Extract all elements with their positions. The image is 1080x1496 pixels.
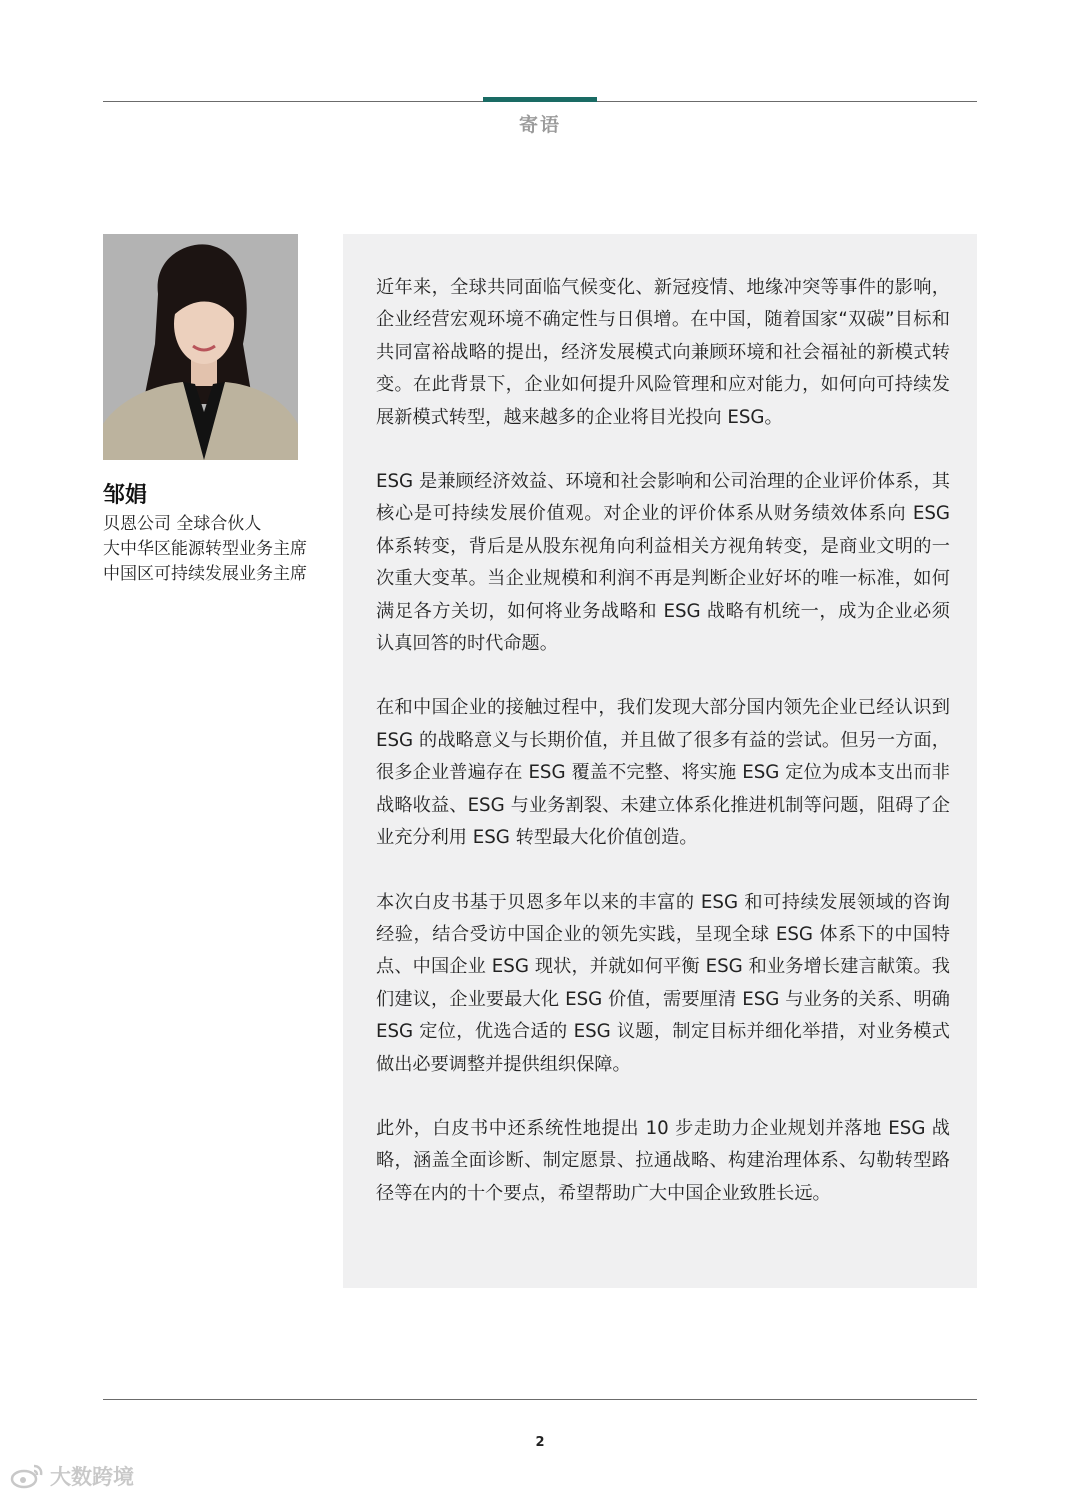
portrait-photo xyxy=(103,234,298,460)
person-title-line: 贝恩公司 全球合伙人 xyxy=(103,514,262,534)
weibo-logo-icon xyxy=(10,1463,44,1489)
message-paragraph: 在和中国企业的接触过程中，我们发现大部分国内领先企业已经认识到 ESG 的战略意义与长期价值，并且做了很多有益的尝试。但另一方面，很多企业普遍存在 ESG 覆盖不完整、将实施 ESG 定位为成本支出而非战略收益、ESG 与业务割裂、未建立体系化推进机制等问题，阻碍了企业充分利用 ESG 转型最大化价值创造。 xyxy=(376,697,950,849)
person-title-line: 中国区可持续发展业务主席 xyxy=(103,564,307,584)
watermark-text: 大数跨境 xyxy=(50,1465,134,1489)
message-paragraph: ESG 是兼顾经济效益、环境和社会影响和公司治理的企业评价体系，其核心是可持续发展价值观。对企业的评价体系从财务绩效体系向 ESG 体系转变，背后是从股东视角向利益相关方视角转变，是商业文明的一次重大变革。当企业规模和利润不再是判断企业好坏的唯一标准，如何满足各方关切，如何将业务战略和 ESG 战略有机统一，成为企业必须认真回答的时代命题。 xyxy=(376,471,950,655)
message-panel xyxy=(343,234,977,1288)
message-paragraph: 本次白皮书基于贝恩多年以来的丰富的 ESG 和可持续发展领域的咨询经验，结合受访中国企业的领先实践，呈现全球 ESG 体系下的中国特点、中国企业 ESG 现状，并就如何平衡 ESG 和业务增长建言献策。我们建议，企业要最大化 ESG 价值，需要厘清 ESG 与业务的关系、明确 ESG 定位，优选合适的 ESG 议题，制定目标并细化举措，对业务模式做出必要调整并提供组织保障。 xyxy=(376,891,950,1075)
message-paragraph: 此外，白皮书中还系统性地提出 10 步走助力企业规划并落地 ESG 战略，涵盖全面诊断、制定愿景、拉通战略、构建治理体系、勾勒转型路径等在内的十个要点，希望帮助广大中国企业致胜长远。 xyxy=(376,1117,950,1204)
portrait-illustration xyxy=(103,234,298,460)
bottom-divider xyxy=(103,1399,977,1400)
message-paragraph: 近年来，全球共同面临气候变化、新冠疫情、地缘冲突等事件的影响，企业经营宏观环境不确定性与日俱增。在中国，随着国家“双碳”目标和共同富裕战略的提出，经济发展模式向兼顾环境和社会福祉的新模式转变。在此背景下，企业如何提升风险管理和应对能力，如何向可持续发展新模式转型，越来越多的企业将目光投向 ESG。 xyxy=(376,277,950,428)
person-name: 邹娟 xyxy=(103,483,148,508)
message-body xyxy=(376,272,950,1242)
watermark xyxy=(10,1461,134,1491)
top-accent-bar xyxy=(483,97,597,102)
page-number: 2 xyxy=(535,1435,545,1450)
section-title: 寄语 xyxy=(518,114,561,136)
person-title-line: 大中华区能源转型业务主席 xyxy=(103,539,307,559)
person-titles xyxy=(103,512,333,587)
